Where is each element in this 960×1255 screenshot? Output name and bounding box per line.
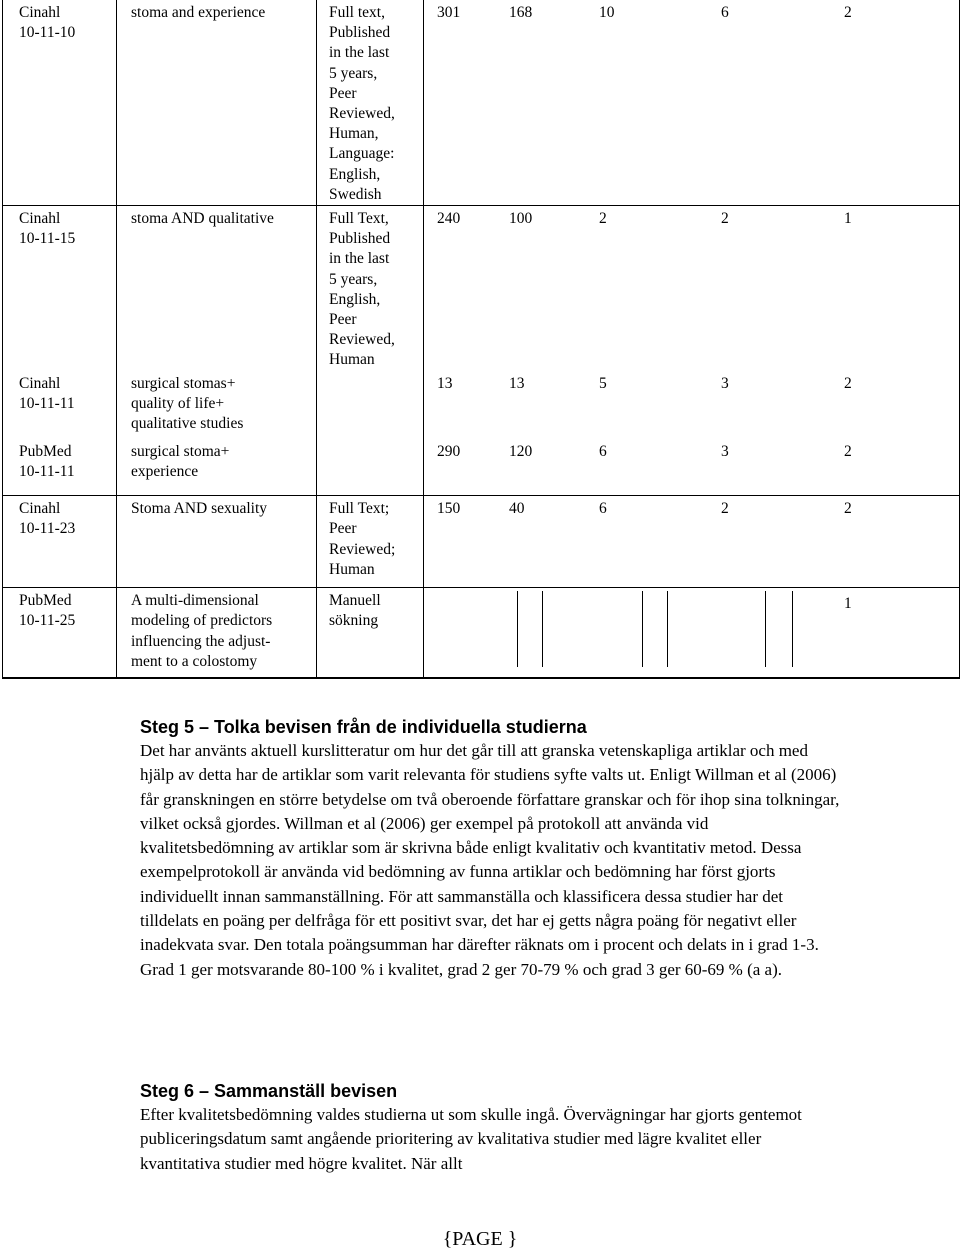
hits-value: 3 bbox=[721, 374, 729, 392]
hits-cell bbox=[424, 371, 960, 439]
hits-value: 100 bbox=[509, 210, 533, 228]
limits-cell bbox=[317, 439, 424, 496]
hits-value: 2 bbox=[844, 500, 852, 518]
database-cell: Cinahl 10-11-10 bbox=[3, 0, 117, 206]
search-term-cell: A multi-dimensional modeling of predictors influencing the adjust- ment to a colostomy bbox=[117, 588, 317, 678]
hits-cell bbox=[424, 439, 960, 496]
hits-value: 301 bbox=[437, 4, 461, 21]
limits-cell: Full text, Published in the last 5 years, Peer Reviewed, Human, Language: English, Swedish bbox=[317, 0, 424, 206]
hits-value: 2 bbox=[599, 210, 607, 228]
step5-heading: Steg 5 – Tolka bevisen från de individuella studierna bbox=[140, 717, 587, 737]
database-cell: PubMed 10-11-25 bbox=[3, 588, 117, 678]
search-term-cell: surgical stoma+ experience bbox=[117, 439, 317, 496]
database-cell: Cinahl 10-11-15 bbox=[3, 206, 117, 371]
hits-value: 6 bbox=[599, 500, 607, 518]
table-row bbox=[3, 206, 960, 371]
limits-cell: Manuell sökning bbox=[317, 588, 424, 678]
table-row bbox=[3, 496, 960, 588]
limits-cell: Full Text; Peer Reviewed; Human bbox=[317, 496, 424, 588]
step5-body: Det har använts aktuell kurslitteratur om hur det går till att granska vetenskapliga artiklar och med hjälp av detta har de artiklar som varit relevanta för studiens syfte valts ut. Enligt Willman et al (2006) får granskningen en större betydelse om två oberoende författare granskar och för ihop sina tolkningar, vilket också gjordes. Willman et al (2006) ger exempel på protokoll att använda vid kvalitetsbedömning av artiklar som är skrivna både enligt kvalitativ och kvantitativ metod. Dessa exempelprotokoll är använda vid bedömning av funna artiklar och bedömning har först gjorts individuellt innan sammanställning. För att sammanställa och klassificera dessa studier har det tilldelats en poäng per delfråga för ett positivt svar, det har ej getts några poäng för negativt eller inadekvata svar. Den totala poängsumman har därefter räknats om i procent och delats in i grad 1-3. Grad 1 ger motsvarande 80-100 % i kvalitet, grad 2 ger 70-79 % och grad 3 ger 60-69 % (a a). bbox=[140, 741, 840, 979]
hits-value: 40 bbox=[509, 500, 525, 518]
hits-value: 150 bbox=[437, 500, 461, 518]
hits-value: 168 bbox=[509, 4, 533, 21]
hits-cell bbox=[424, 588, 960, 678]
hits-cell bbox=[424, 0, 960, 206]
hits-value: 3 bbox=[721, 442, 729, 460]
hits-value: 10 bbox=[599, 4, 615, 21]
step6-section bbox=[140, 1079, 840, 1176]
limits-cell: Full Text, Published in the last 5 years, English, Peer Reviewed, Human bbox=[317, 206, 424, 371]
database-cell: Cinahl 10-11-23 bbox=[3, 496, 117, 588]
hits-value: 2 bbox=[844, 4, 852, 21]
limits-cell bbox=[317, 371, 424, 439]
hits-value: 120 bbox=[509, 442, 533, 460]
empty-hits-box bbox=[517, 591, 543, 667]
search-table bbox=[2, 0, 960, 679]
hits-value: 13 bbox=[509, 374, 525, 392]
hits-cell bbox=[424, 206, 960, 371]
hits-value: 2 bbox=[721, 500, 729, 518]
hits-cell bbox=[424, 496, 960, 588]
table-row bbox=[3, 588, 960, 678]
hits-value: 2 bbox=[844, 442, 852, 460]
hits-value: 6 bbox=[721, 4, 729, 21]
search-term-cell: surgical stomas+ quality of life+ qualitative studies bbox=[117, 371, 317, 439]
hits-value: 290 bbox=[437, 442, 461, 460]
hits-value: 13 bbox=[437, 374, 453, 392]
empty-hits-box bbox=[642, 591, 668, 667]
table-row bbox=[3, 439, 960, 496]
hits-value: 6 bbox=[599, 442, 607, 460]
empty-hits-box bbox=[765, 591, 793, 667]
table-row bbox=[3, 371, 960, 439]
step6-body: Efter kvalitetsbedömning valdes studierna ut som skulle ingå. Övervägningar har gjorts gentemot publiceringsdatum samt angående prioritering av kvalitativa studier med lägre kvalitet eller kvantitativa studier med högre kvalitet. När allt bbox=[140, 1105, 802, 1173]
hits-value: 5 bbox=[599, 374, 607, 392]
table-row bbox=[3, 0, 960, 206]
search-term-cell: stoma and experience bbox=[117, 0, 317, 206]
search-term-cell: stoma AND qualitative bbox=[117, 206, 317, 371]
hits-value: 2 bbox=[721, 210, 729, 228]
hits-value: 240 bbox=[437, 210, 461, 228]
hits-value: 1 bbox=[844, 595, 852, 613]
step5-section bbox=[140, 715, 840, 982]
search-term-cell: Stoma AND sexuality bbox=[117, 496, 317, 588]
step6-heading: Steg 6 – Sammanställ bevisen bbox=[140, 1081, 398, 1101]
hits-value: 1 bbox=[844, 210, 852, 228]
database-cell: PubMed 10-11-11 bbox=[3, 439, 117, 496]
page-number-field: {PAGE } bbox=[442, 1228, 518, 1250]
database-cell: Cinahl 10-11-11 bbox=[3, 371, 117, 439]
hits-value: 2 bbox=[844, 374, 852, 392]
